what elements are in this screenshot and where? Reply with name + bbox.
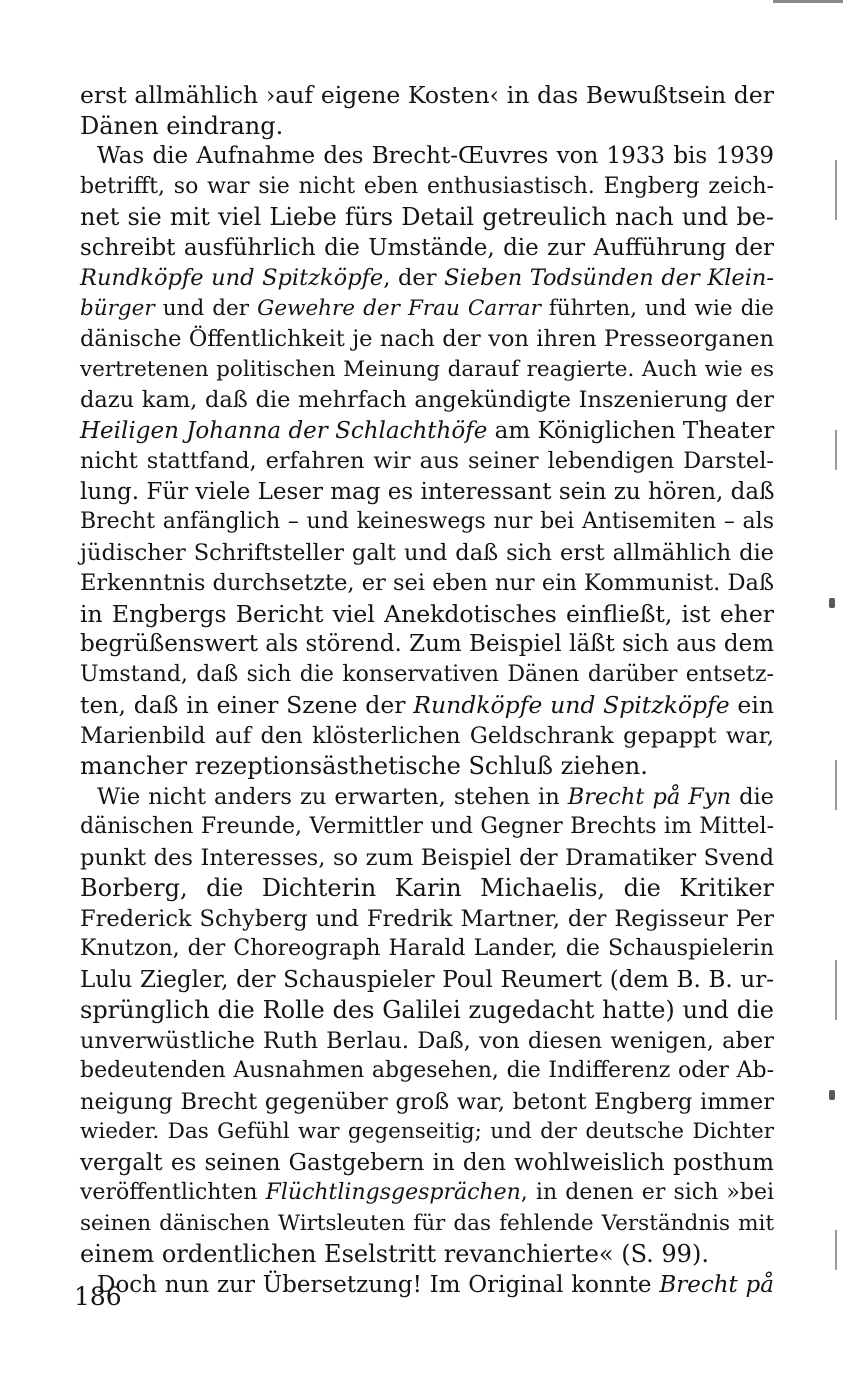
- italic-title: bürger: [80, 295, 155, 321]
- text-segment: dazu kam, daß die mehrfach angekündigte Inszenierung der: [80, 387, 774, 413]
- text-segment: Brecht anfänglich – und keineswegs nur bei Antisemiten – als: [80, 509, 774, 534]
- text-line: [80, 446, 774, 477]
- text-segment: net sie mit viel Liebe fürs Detail getreulich nach und be-: [80, 203, 774, 231]
- scan-edge-mark: [835, 760, 837, 810]
- text-segment: neigung Brecht gegenüber groß war, betont Engberg immer: [80, 1088, 774, 1115]
- text-line: [80, 843, 774, 874]
- text-segment: am Königlichen Theater: [487, 417, 775, 444]
- text-segment: bedeutenden Ausnahmen abgesehen, die Indifferenz oder Ab-: [80, 1058, 774, 1083]
- scan-edge-mark: [835, 960, 837, 1020]
- text-line: [80, 385, 774, 416]
- text-line: [80, 721, 774, 752]
- text-segment: jüdischer Schriftsteller galt und daß sich erst allmählich die: [80, 539, 774, 566]
- text-line: [80, 111, 774, 142]
- italic-title: Sieben Todsünden der Klein-: [444, 265, 774, 291]
- italic-title: Heiligen Johanna der Schlachthöfe: [80, 417, 488, 444]
- text-segment: Doch nun zur Übersetzung! Im Original konnte: [97, 1271, 660, 1298]
- text-line: [80, 538, 774, 569]
- text-line: [80, 965, 774, 996]
- text-line: [80, 904, 774, 935]
- scan-edge-speck: [829, 598, 835, 608]
- text-line: [80, 1239, 774, 1270]
- text-line: [80, 1270, 774, 1301]
- text-line: [80, 1026, 774, 1057]
- text-line: [80, 660, 774, 691]
- text-segment: Was die Aufnahme des Brecht-Œuvres von 1933 bis 1939: [97, 143, 774, 169]
- text-segment: erst allmählich ›auf eigene Kosten‹ in das Bewußtsein der: [80, 81, 774, 109]
- text-line: [80, 1178, 774, 1209]
- italic-title: Gewehre der Frau Carrar: [257, 295, 541, 321]
- text-segment: die: [731, 783, 774, 810]
- text-segment: Marienbild auf den klösterlichen Geldschrank gepappt war,: [80, 722, 774, 749]
- text-segment: einem ordentlichen Eselstritt revanchierte« (S. 99).: [80, 1240, 709, 1268]
- text-segment: begrüßenswert als störend. Zum Beispiel läßt sich aus dem: [80, 631, 775, 657]
- text-segment: in Engbergs Bericht viel Anekdotisches einfließt, ist eher: [80, 599, 774, 628]
- text-line: [80, 599, 774, 630]
- text-line: [80, 477, 774, 508]
- text-line: [80, 568, 774, 599]
- text-line: [80, 782, 774, 813]
- text-line: [80, 80, 774, 111]
- text-line: [80, 1148, 774, 1179]
- italic-title: Brecht på Fyn: [567, 783, 732, 810]
- text-line: [80, 1087, 774, 1118]
- text-segment: punkt des Interesses, so zum Beispiel der Dramatiker Svend: [80, 844, 774, 871]
- text-segment: mancher rezeptionsästhetische Schluß ziehen.: [80, 752, 648, 780]
- text-line: [80, 934, 774, 965]
- text-segment: lung. Für viele Leser mag es interessant sein zu hören, daß: [80, 478, 775, 505]
- text-line: [80, 690, 774, 721]
- italic-title: Rundköpfe und Spitzköpfe: [80, 265, 384, 291]
- text-line: [80, 873, 774, 904]
- text-line: [80, 324, 774, 355]
- italic-title: Rundköpfe und Spitzköpfe: [413, 691, 730, 719]
- text-segment: Wie nicht anders zu erwarten, stehen in: [97, 783, 568, 810]
- text-segment: Lulu Ziegler, der Schauspieler Poul Reumert (dem B. B. ur-: [80, 966, 774, 993]
- text-segment: vergalt es seinen Gastgebern in den wohlweislich posthum: [80, 1149, 774, 1176]
- text-segment: Dänen eindrang.: [80, 111, 284, 140]
- scan-edge-mark: [835, 160, 837, 220]
- text-segment: betrifft, so war sie nicht eben enthusiastisch. Engberg zeich-: [80, 173, 774, 199]
- text-segment: veröffentlichten: [80, 1180, 266, 1205]
- text-segment: ein: [729, 691, 774, 719]
- scan-edge-speck: [829, 1090, 835, 1100]
- text-segment: Borberg, die Dichterin Karin Michaelis, die Kritiker: [80, 874, 774, 902]
- text-segment: dänischen Freunde, Vermittler und Gegner Brechts im Mittel-: [80, 814, 774, 839]
- text-line: [80, 751, 774, 782]
- scan-edge-mark: [835, 1230, 837, 1270]
- scan-edge-mark: [835, 430, 837, 470]
- text-segment: ten, daß in einer Szene der: [80, 691, 414, 719]
- italic-title: Brecht på: [659, 1271, 774, 1298]
- text-segment: dänische Öffentlichkeit je nach der von ihren Presseorganen: [80, 326, 774, 352]
- scan-edge-rule: [773, 0, 843, 3]
- text-line: [80, 172, 774, 203]
- text-segment: Knutzon, der Choreograph Harald Lander, die Schauspielerin: [80, 936, 774, 961]
- text-line: [80, 233, 774, 264]
- text-segment: wieder. Das Gefühl war gegenseitig; und der deutsche Dichter: [80, 1119, 774, 1144]
- text-line: [80, 507, 774, 538]
- text-line: [80, 1117, 774, 1148]
- text-line: [80, 1209, 774, 1240]
- italic-title: Flüchtlingsgesprächen: [265, 1180, 521, 1205]
- text-segment: schreibt ausführlich die Umstände, die zur Aufführung der: [80, 234, 774, 261]
- text-line: [80, 416, 774, 447]
- text-line: [80, 294, 774, 325]
- text-segment: Frederick Schyberg und Fredrik Martner, der Regisseur Per: [80, 905, 774, 932]
- text-line: [80, 263, 774, 294]
- body-text: [80, 80, 774, 1300]
- text-segment: Umstand, daß sich die konservativen Dänen darüber entsetz-: [80, 661, 774, 687]
- text-segment: Erkenntnis durchsetzte, er sei eben nur ein Kommunist. Daß: [80, 570, 774, 596]
- text-line: [80, 1056, 774, 1087]
- text-line: [80, 995, 774, 1026]
- text-line: [80, 812, 774, 843]
- page-number: 186: [74, 1282, 122, 1311]
- text-segment: vertretenen politischen Meinung darauf reagierte. Auch wie es: [80, 356, 774, 382]
- text-segment: sprünglich die Rolle des Galilei zugedacht hatte) und die: [80, 996, 774, 1024]
- text-segment: , in denen er sich »bei: [520, 1180, 774, 1205]
- text-segment: führten, und wie die: [540, 295, 774, 321]
- text-line: [80, 141, 774, 172]
- text-segment: unverwüstliche Ruth Berlau. Daß, von diesen wenigen, aber: [80, 1027, 774, 1054]
- text-line: [80, 202, 774, 233]
- text-segment: nicht stattfand, erfahren wir aus seiner lebendigen Darstel-: [80, 448, 774, 474]
- text-segment: , der: [383, 265, 445, 291]
- text-line: [80, 355, 774, 386]
- text-segment: und der: [154, 295, 258, 321]
- text-line: [80, 629, 774, 660]
- text-segment: seinen dänischen Wirtsleuten für das fehlende Verständnis mit: [80, 1210, 774, 1236]
